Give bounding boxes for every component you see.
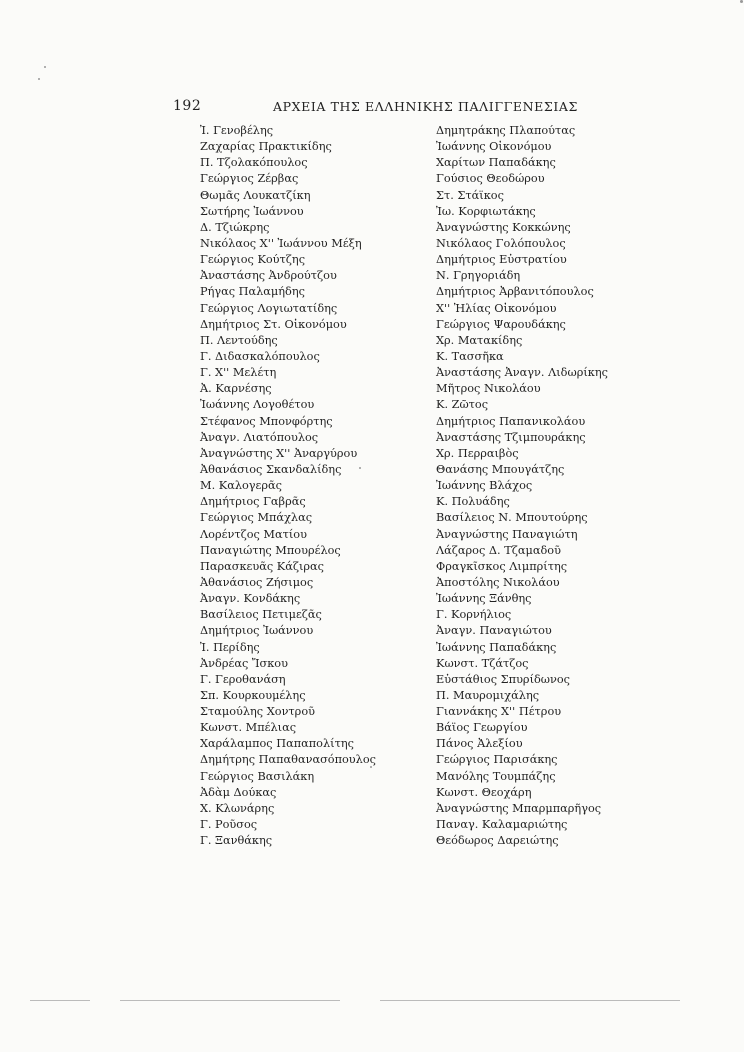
list-item: Δημήτριος Γαβρᾶς <box>200 495 306 509</box>
list-item: Ἀναστάσης Ἀναγν. Λιδωρίκης <box>436 366 608 380</box>
scan-edge-line <box>120 1000 340 1001</box>
list-item: Γεώργιος Ζέρβας <box>200 172 299 186</box>
list-item: Κωνστ. Τζάτζος <box>436 656 529 670</box>
list-item: Κ. Πολυάδης <box>436 495 510 509</box>
list-item: Μῆτρος Νικολάου <box>436 382 541 396</box>
list-item: Ἀναγνώστης Χ'' Ἀναργύρου <box>200 446 358 460</box>
list-item: Σωτήρης Ἰωάννου <box>200 204 304 218</box>
list-item: Δημητράκης Πλαπούτας <box>436 124 576 137</box>
running-head: ΑΡΧΕΙΑ ΤΗΣ ΕΛΛΗΝΙΚΗΣ ΠΑΛΙΓΓΕΝΕΣΙΑΣ <box>273 99 578 114</box>
list-item: Σταμούλης Χοντροῦ <box>200 705 315 719</box>
list-item: Γεώργιος Παρισάκης <box>436 753 558 767</box>
list-item: Ἀναστάσης Ἀνδρούτζου <box>200 269 337 283</box>
list-item: Βασίλειος Πετιμεζᾶς <box>200 608 322 622</box>
list-item: Ἀναγν. Κονδάκης <box>200 592 301 606</box>
list-item: Γεώργιος Βασιλάκη <box>200 769 315 783</box>
list-item: Στ. Στάϊκος <box>436 188 504 202</box>
list-item: Δ. Τζιώκρης <box>200 220 270 234</box>
list-item: Ἀναγνώστης Κοκκώνης <box>436 220 571 234</box>
list-item: Ἰωάννης Λογοθέτου <box>200 398 315 412</box>
list-item: Βασίλειος Ν. Μπουτούρης <box>436 511 588 525</box>
list-item: Ζαχαρίας Πρακτικίδης <box>200 140 332 154</box>
list-item: Ἀναγν. Λιατόπουλος <box>200 430 319 444</box>
list-item: Νικόλαος Γολόπουλος <box>436 236 566 250</box>
list-item: Παρασκευᾶς Κάζιρας <box>200 559 325 573</box>
list-item: Ἀναγν. Παναγιώτου <box>436 624 552 638</box>
list-item: Χρ. Ματακίδης <box>436 333 523 347</box>
list-item: Δημήτριος Εὐστρατίου <box>436 253 567 267</box>
list-item: Παναγιώτης Μπουρέλος <box>200 543 341 557</box>
list-item: Κωνστ. Θεοχάρη <box>436 785 532 799</box>
list-item: Π. Τζολακόπουλος <box>200 156 308 170</box>
list-item: Γ. Χ'' Μελέτη <box>200 366 277 380</box>
list-item: Θανάσης Μπουγάτζης <box>436 462 565 476</box>
list-item: Μανόλης Τουμπάζης <box>436 769 556 783</box>
list-item: Ἀναγνώστης Παναγιώτη <box>436 527 578 541</box>
list-item: Γιαννάκης Χ'' Πέτρου <box>436 705 562 719</box>
list-item: Κ. Ζῶτος <box>436 398 489 412</box>
list-item: Παναγ. Καλαμαριώτης <box>436 818 568 832</box>
list-item: Γεώργιος Ψαρουδάκης <box>436 317 566 331</box>
list-item: Ἰωάννης Παπαδάκης <box>436 640 557 654</box>
scan-speck <box>38 78 40 80</box>
list-item: Χαρίτων Παπαδάκης <box>436 156 556 170</box>
list-item: Δημήτριος Ἰωάννου <box>200 624 314 638</box>
list-item: Εὐστάθιος Σπυρίδωνος <box>436 672 571 686</box>
list-item: Ν. Γρηγοριάδη <box>436 269 521 283</box>
list-item: Σπ. Κουρκουμέλης <box>200 688 306 702</box>
list-item: Γ. Ρoῦσος <box>200 818 258 832</box>
list-item: Γεώργιος Μπάχλας <box>200 511 313 525</box>
list-item: Ἀναγνώστης Μπαρμπαρῆγος <box>436 801 602 815</box>
scan-edge-line <box>380 1000 680 1001</box>
list-item: Θωμᾶς Λουκατζίκη <box>200 188 311 202</box>
list-item: Ρήγας Παλαμήδης <box>200 285 305 299</box>
list-item: Ἀθανάσιος Ζήσιμος <box>200 575 314 589</box>
list-item: Γ. Κορνήλιος <box>436 608 512 622</box>
names-column-left <box>200 123 376 849</box>
scan-speck <box>370 766 372 768</box>
list-item: Χ. Κλωνάρης <box>200 801 275 815</box>
list-item: Ἰ. Περίδης <box>200 640 260 654</box>
list-item: Γ. Διδασκαλόπουλος <box>200 349 320 363</box>
list-item: Χ'' Ἠλίας Οἰκονόμου <box>436 301 557 315</box>
scan-speck <box>44 66 46 68</box>
list-item: Ἀποστόλης Νικολάου <box>436 575 560 589</box>
scan-speck <box>740 0 743 3</box>
scan-edge-line <box>30 1000 90 1001</box>
list-item: Ἰωάννης Βλάχος <box>436 479 533 493</box>
list-item: Φραγκῖσκος Λιμπρίτης <box>436 559 568 573</box>
list-item: Κ. Τασσῆκα <box>436 349 504 363</box>
list-item: Ἰω. Κορφιωτάκης <box>436 204 536 218</box>
list-item: Ἀδὰμ Δούκας <box>200 785 277 799</box>
list-item: Στέφανος Μπονφόρτης <box>200 414 333 428</box>
list-item: Δημήτριος Στ. Οἰκονόμου <box>200 317 347 331</box>
list-item: Δημήτρης Παπαθανασόπουλος <box>200 753 376 767</box>
list-item: Π. Μαυρομιχάλης <box>436 688 540 702</box>
list-item: Ἀνδρέας Ἴσκου <box>200 656 288 670</box>
list-item: Λάζαρος Δ. Τζαμαδοῦ <box>436 543 561 557</box>
list-item: Π. Λεντούδης <box>200 333 278 347</box>
list-item: Ἀναστάσης Τζιμπουράκης <box>436 430 586 444</box>
list-item: Γεώργιος Λογιωτατίδης <box>200 301 338 315</box>
list-item: Ἰωάννης Ξάνθης <box>436 592 532 606</box>
list-item: Δημήτριος Ἀρβανιτόπουλος <box>436 285 594 299</box>
list-item: Δημήτριος Παπανικολάου <box>436 414 586 428</box>
list-item: Ἰωάννης Οἰκονόμου <box>436 140 552 154</box>
list-item: Κωνστ. Μπέλιας <box>200 721 297 735</box>
list-item: Γ. Γεροθανάση <box>200 672 286 686</box>
list-item: Χρ. Περραιβὸς <box>436 446 519 460</box>
list-item: Πάνος Ἀλεξίου <box>436 737 523 751</box>
names-column-right <box>436 123 608 849</box>
list-item: Χαράλαμπος Παπαπολίτης <box>200 737 354 751</box>
list-item: Βάϊος Γεωργίου <box>436 721 528 735</box>
list-item: Νικόλαος Χ'' Ἰωάννου Μέξη <box>200 236 362 250</box>
scan-speck <box>359 467 361 469</box>
list-item: Λορέντζος Ματίου <box>200 527 307 541</box>
list-item: Γούσιος Θεοδώρου <box>436 172 545 186</box>
list-item: Ἀ. Καρνέσης <box>200 382 272 396</box>
list-item: Γ. Ξανθάκης <box>200 834 273 848</box>
list-item: Μ. Καλογερᾶς <box>200 479 282 493</box>
list-item: Ἀθανάσιος Σκανδαλίδης <box>200 462 342 476</box>
list-item: Θεόδωρος Δαρειώτης <box>436 834 559 848</box>
page-number: 192 <box>173 98 202 114</box>
list-item: Γεώργιος Κούτζης <box>200 253 306 267</box>
list-item: Ἰ. Γενοβέλης <box>200 124 274 137</box>
